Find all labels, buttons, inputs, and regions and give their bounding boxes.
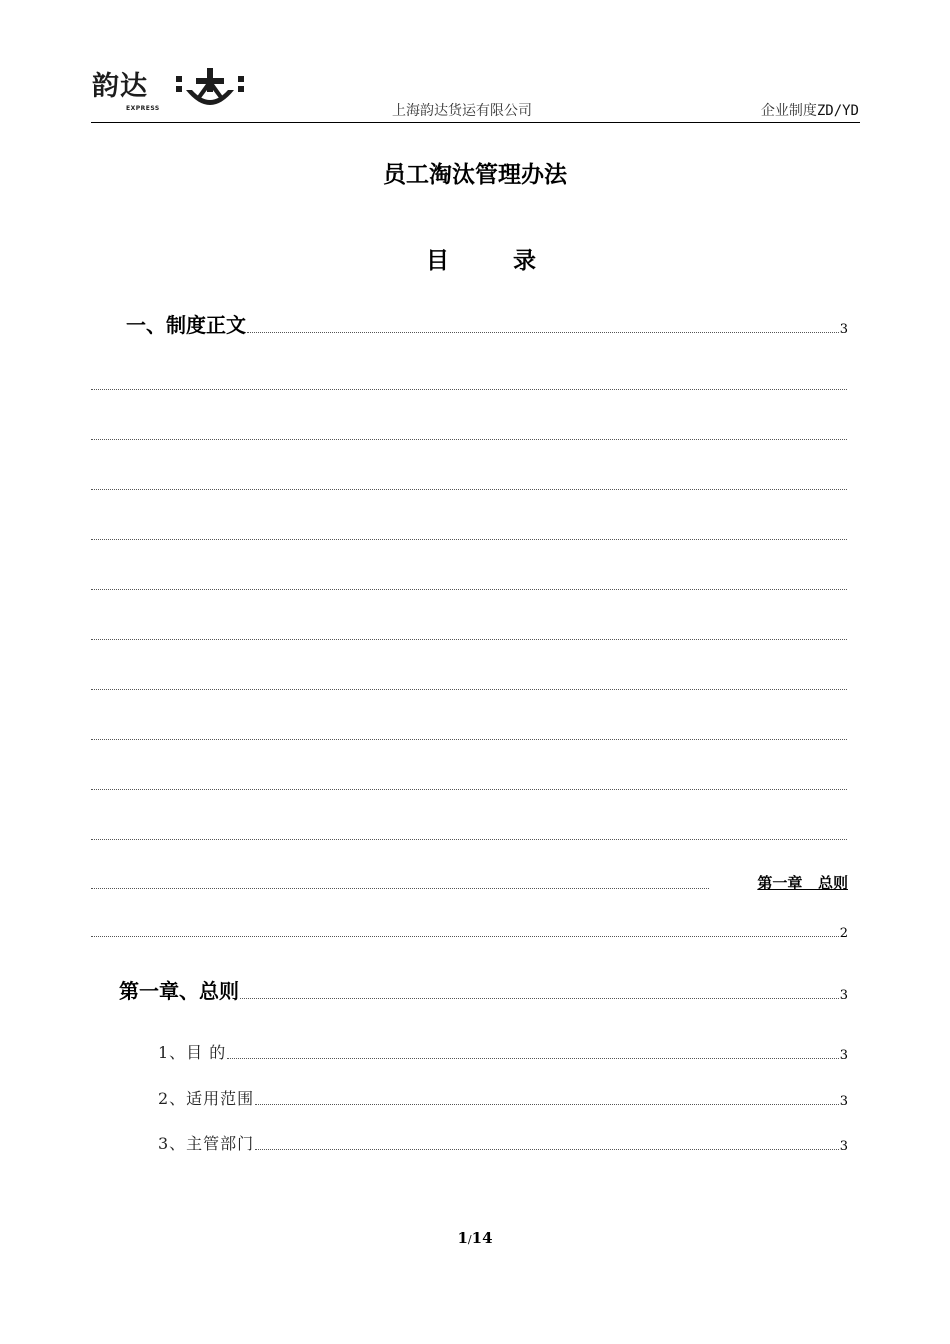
header-company-name: 上海韵达货运有限公司 [392,103,532,119]
toc-entry-item-2[interactable] [158,1088,848,1110]
toc-blank-leader [91,739,847,740]
toc-entry-page: 3 [839,322,848,337]
toc-entry-page: 3 [839,1048,848,1063]
toc-entry-label: 第一章、总则 [119,979,239,1003]
toc-blank-leader [91,439,847,440]
toc-leader [91,936,839,937]
toc-leader [227,1058,838,1059]
toc-entry-label: 1、目 的 [158,1043,227,1062]
toc-entry-section1[interactable] [126,312,848,338]
toc-blank-leader [91,689,847,690]
page-total: 14 [471,1229,493,1247]
header-rule [91,122,860,123]
toc-blank-leader [91,589,847,590]
header-category: 企业制度 [760,103,817,119]
toc-blank-leader [91,839,847,840]
toc-leader [255,1104,839,1105]
toc-blank-leader [91,489,847,490]
logo-text: 韵达 [92,71,148,102]
logo-subtext: EXPRESS [126,105,160,112]
toc-entry-item-1[interactable] [158,1042,848,1064]
page-current: 1 [457,1229,468,1247]
toc-blank-leader [91,539,847,540]
header-code: ZD/YD [816,103,859,119]
toc-chapter-link-row [91,872,848,894]
header-doc-code [761,101,859,121]
toc-leader [247,332,839,333]
toc-entry-item-3[interactable] [158,1133,848,1155]
toc-entry-page: 3 [839,1139,848,1154]
toc-leader [240,998,839,999]
toc-entry-label: 2、适用范围 [158,1089,255,1108]
document-title: 员工淘汰管理办法 [383,161,567,188]
toc-entry-page: 2 [839,926,848,941]
page-separator: / [467,1233,472,1246]
toc-entry-page: 3 [839,988,848,1003]
toc-entry-page2[interactable] [91,926,848,942]
toc-leader [91,888,709,889]
page-number [0,1228,950,1250]
company-logo [92,66,250,118]
toc-entry-label: 一、制度正文 [126,313,246,337]
toc-entry-label: 3、主管部门 [158,1134,255,1153]
toc-entry-chapter1[interactable] [119,978,848,1004]
toc-heading: 目 录 [425,247,564,274]
toc-chapter-link[interactable]: 第一章 总则 [757,874,848,892]
logo-mark-icon [172,66,250,118]
toc-entry-page: 3 [839,1094,848,1109]
toc-leader [255,1149,839,1150]
toc-blank-leader [91,789,847,790]
toc-blank-leader [91,639,847,640]
toc-blank-leader [91,389,847,390]
